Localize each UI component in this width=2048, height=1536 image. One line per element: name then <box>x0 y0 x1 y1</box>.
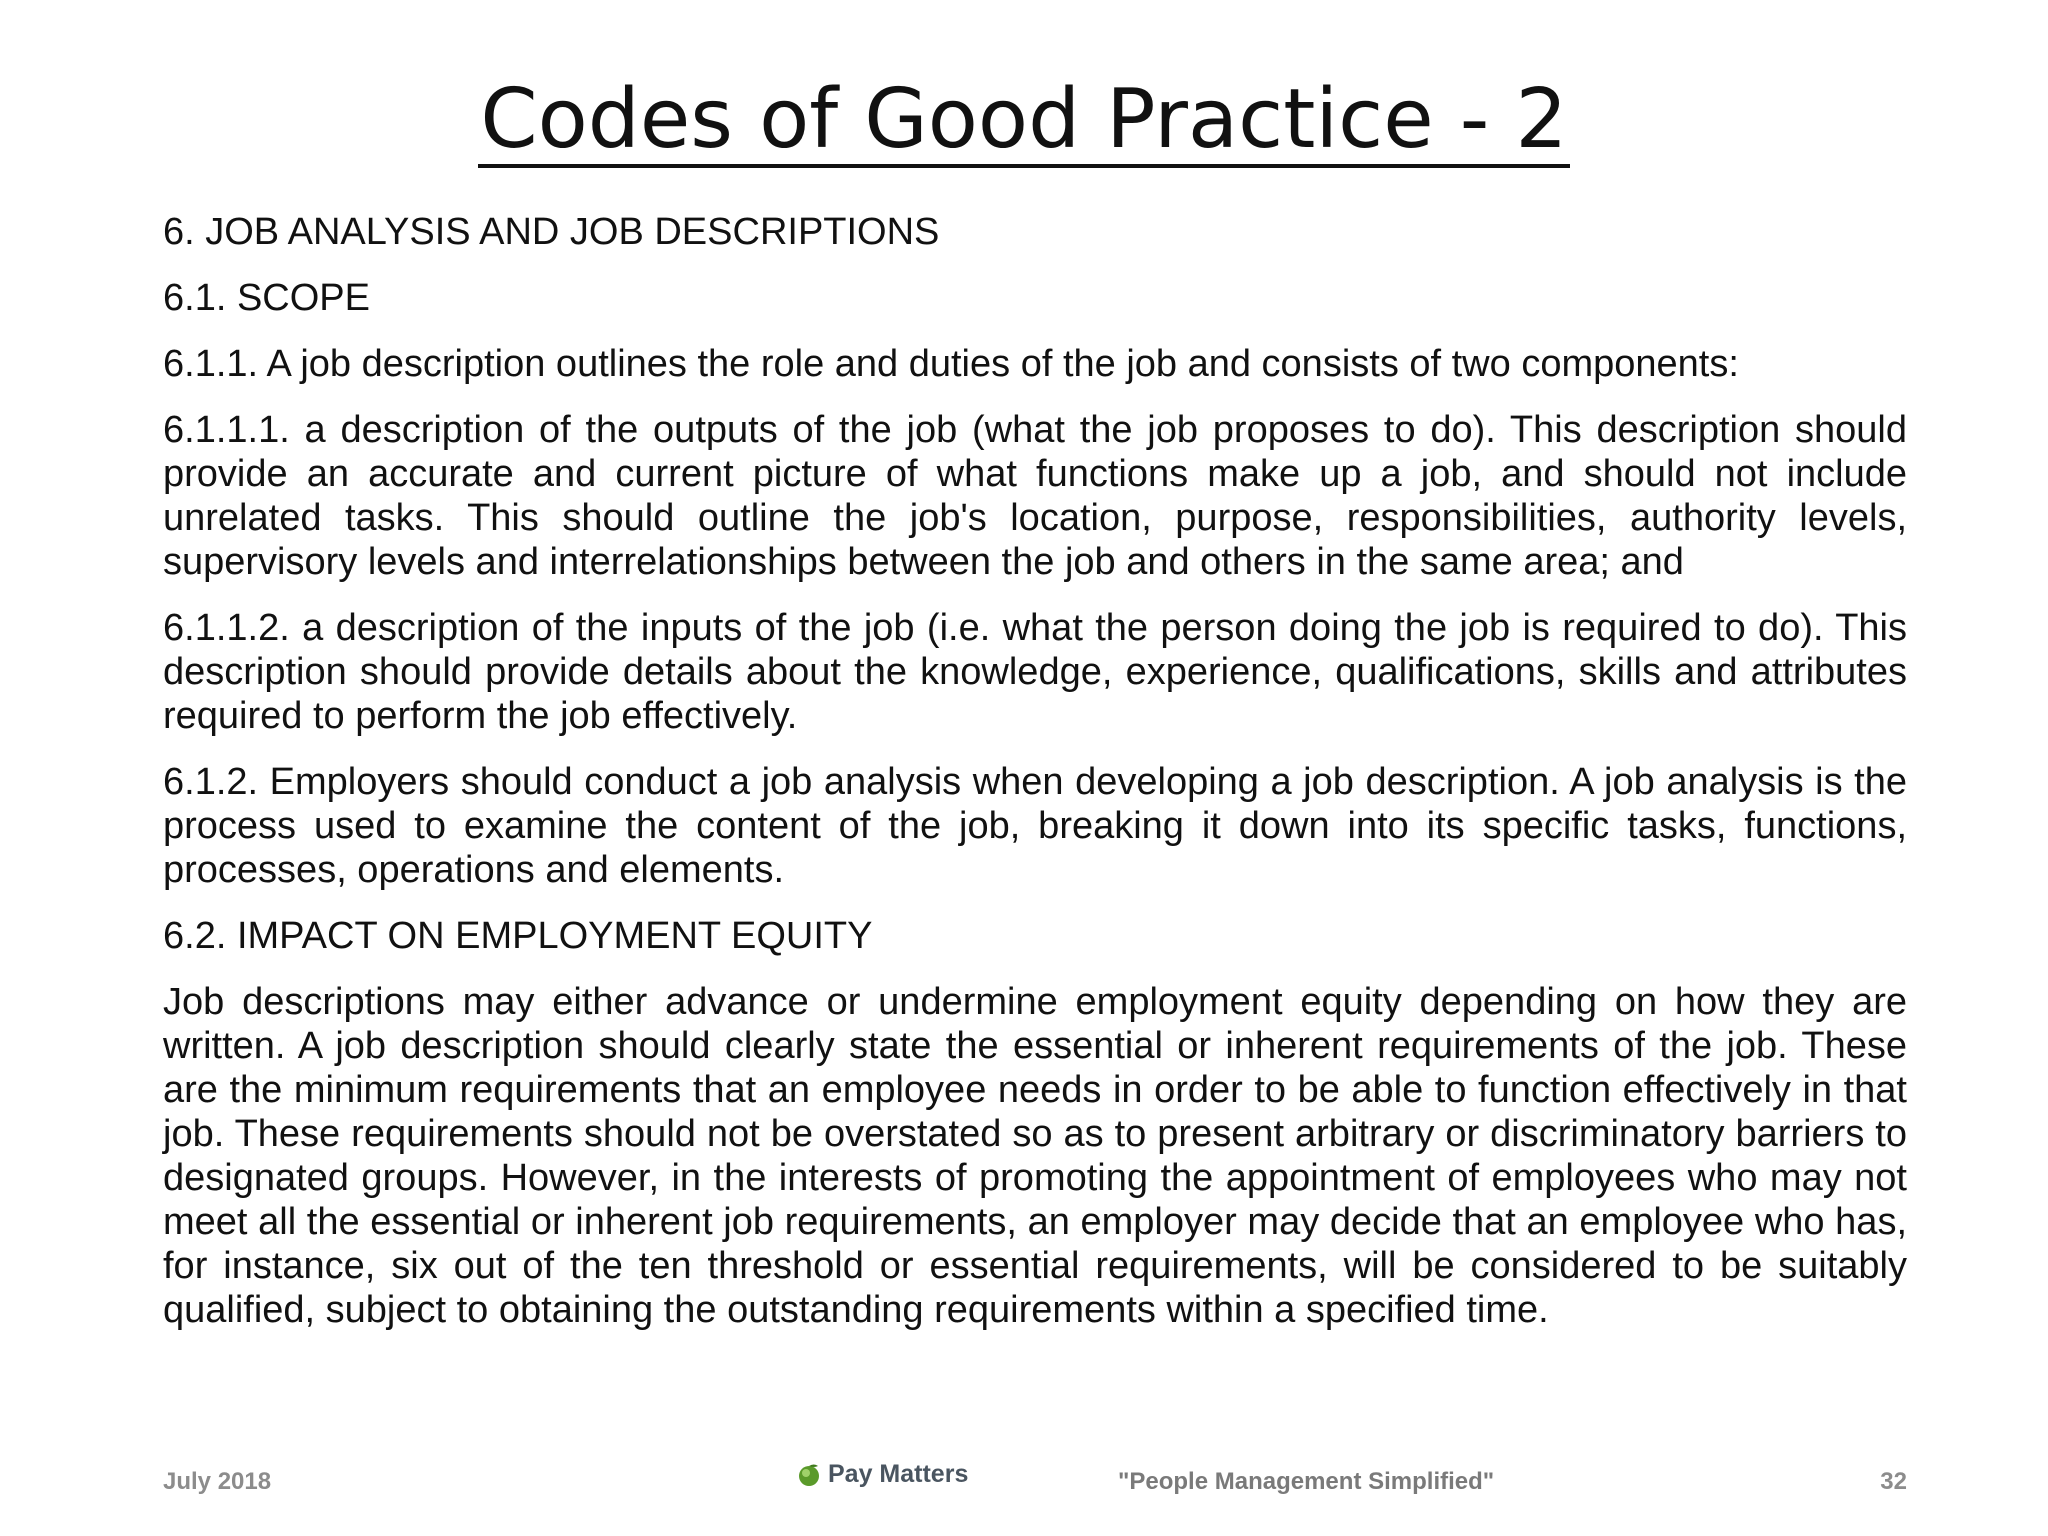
slide-title <box>0 70 2048 170</box>
paragraph-equity: Job descriptions may either advance or undermine employment equity depending on how they are written. A job description should clearly state the essential or inherent requirements of the job. These are the minimum requirements that an employee needs in order to be able to function effectively in that job. These requirements should not be overstated so as to present arbitrary or discriminatory barriers to designated groups. However, in the interests of promoting the appointment of employees who may not meet all the essential or inherent job requirements, an employer may decide that an employee who has, for instance, six out of the ten threshold or essential requirements, will be considered to be suitably qualified, subject to obtaining the outstanding requirements within a specified time. <box>163 981 1907 1331</box>
section-heading: 6. JOB ANALYSIS AND JOB DESCRIPTIONS <box>163 211 940 253</box>
slide-title-text: Codes of Good Practice - 2 <box>480 72 1568 167</box>
slide-body <box>163 210 1907 1354</box>
slide-footer <box>0 1460 2048 1500</box>
logo-leaf-icon <box>796 1462 822 1488</box>
subsection-heading: 6.1. SCOPE <box>163 277 370 319</box>
logo-text: Pay Matters <box>828 1460 969 1488</box>
pay-matters-logo <box>796 1460 968 1489</box>
footer-date: July 2018 <box>163 1468 272 1495</box>
page-number: 32 <box>1880 1468 1907 1495</box>
paragraph-6-1-1-2: 6.1.1.2. a description of the inputs of the job (i.e. what the person doing the job is required to do). This description should provide details about the knowledge, experience, qualifications, skills and attributes required to perform the job effectively. <box>163 607 1907 737</box>
paragraph-6-1-2: 6.1.2. Employers should conduct a job analysis when developing a job description. A job analysis is the process used to examine the content of the job, breaking it down into its specific tasks, functions, processes, operations and elements. <box>163 761 1907 891</box>
footer-tagline: "People Management Simplified" <box>1118 1468 1495 1495</box>
paragraph-6-1-1-1: 6.1.1.1. a description of the outputs of the job (what the job proposes to do). This description should provide an accurate and current picture of what functions make up a job, and should not include unrelated tasks. This should outline the job's location, purpose, responsibilities, authority levels, supervisory levels and interrelationships between the job and others in the same area; and <box>163 409 1907 583</box>
subsection-heading-equity: 6.2. IMPACT ON EMPLOYMENT EQUITY <box>163 915 873 957</box>
paragraph-6-1-1: 6.1.1. A job description outlines the role and duties of the job and consists of two components: <box>163 343 1739 385</box>
